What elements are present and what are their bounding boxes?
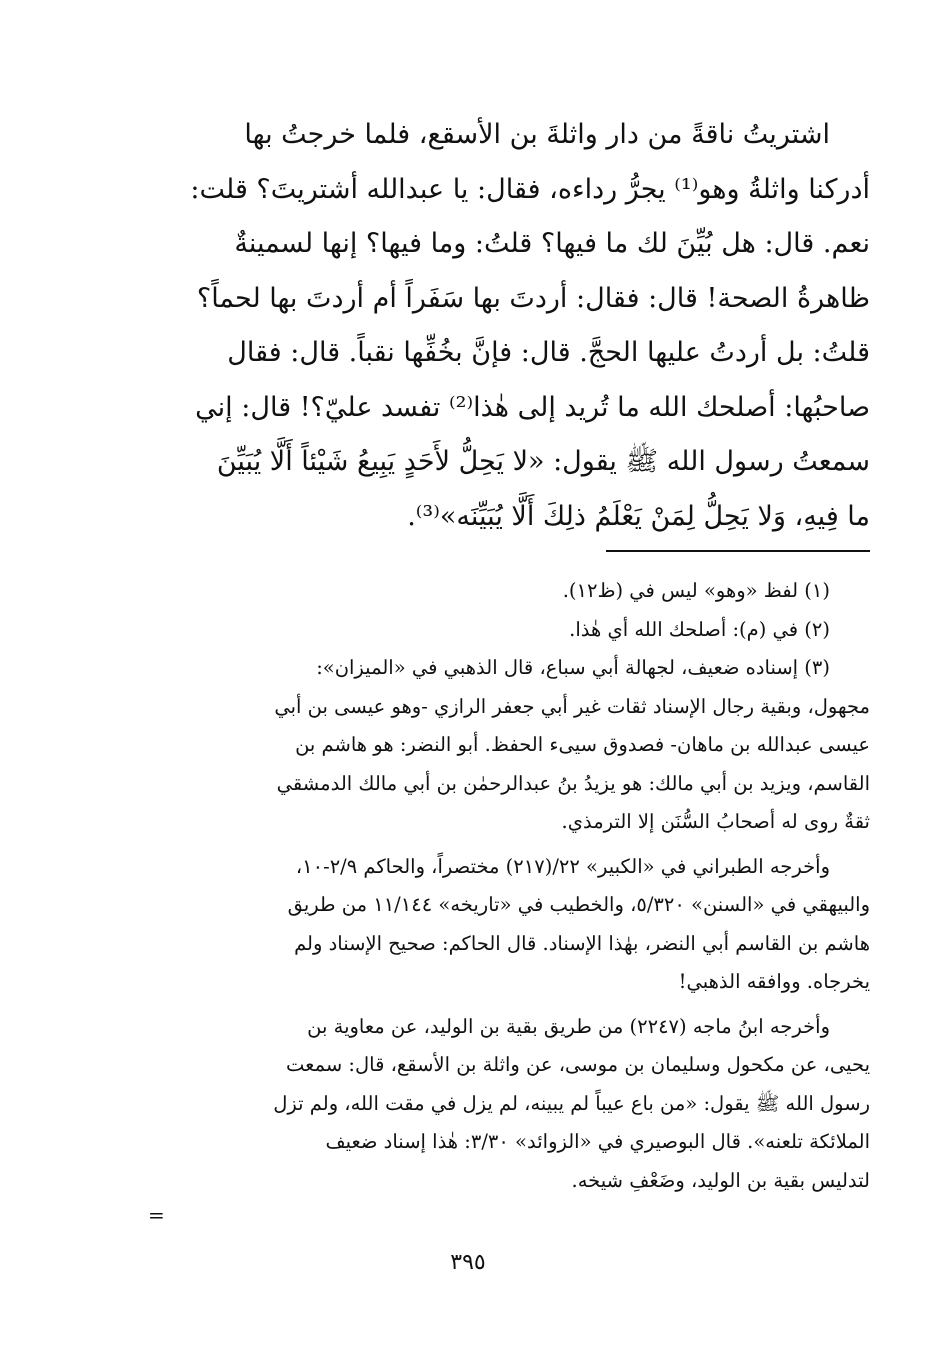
main-text-line: اشتريتُ ناقةً من دار واثلةَ بن الأسقع، فلما خرجتُ بها [244,119,830,150]
main-text-line: ما فِيهِ، وَلا يَحِلُّ لِمَنْ يَعْلَمُ ذلِكَ أَلَّا يُبَيِّنَه»⁽³⁾. [407,500,870,532]
footnote-line: وأخرجه الطبراني في «الكبير» ٢٢/(٢١٧) مختصراً، والحاكم ٢/٩-١٠، [295,854,830,878]
footnote-line: لتدليس بقية بن الوليد، وضَعْفِ شيخه. [571,1168,870,1192]
main-text-line: قلتُ: بل أردتُ عليها الحجَّ. قال: فإنَّ بخُفِّها نقباً. قال: فقال [227,337,870,368]
main-text-line: سمعتُ رسول الله ﷺ يقول: «لا يَحِلُّ لأَحَدٍ يَبِيعُ شَيْئاً أَلَّا يُبَيِّنَ [216,446,870,477]
footnote-line: هاشم بن القاسم أبي النضر، بهٰذا الإسناد. قال الحاكم: صحيح الإسناد ولم [294,931,870,955]
main-text-block [160,108,870,544]
footnote-line: ثقةٌ روى له أصحابُ السُّنَن إلا الترمذي. [561,810,870,833]
footnote-2: (٢) في (م): أصلحك الله أي هٰذا. [569,617,830,641]
footnote-line: عيسى عبدالله بن ماهان- فصدوق سيىء الحفظ. أبو النضر: هو هاشم بن [295,733,870,756]
main-text-line: نعم. قال: هل بُيِّنَ لك ما فيها؟ قلتُ: وما فيها؟ إنها لسمينةٌ [234,228,870,259]
footnote-line: الملائكة تلعنه». قال البوصيري في «الزوائد» ٣/٣٠: هٰذا إسناد ضعيف [325,1130,870,1153]
main-text-line: أدركنا واثلةُ وهو⁽¹⁾ يجرُّ رداءه، فقال: يا عبدالله أشتريتَ؟ قلت: [190,173,870,205]
footnote-line: يخرجاه. ووافقه الذهبي! [678,970,870,993]
main-text-line: صاحبُها: أصلحك الله ما تُريد إلى هٰذا⁽²⁾ تفسد عليّ؟! قال: إني [195,391,870,423]
footnote-line: يحيى، عن مكحول وسليمان بن موسى، عن واثلة بن الأسقع، قال: سمعت [286,1053,870,1076]
footnotes-block [160,572,870,1200]
footnote-line: والبيهقي في «السنن» ٥/٣٢٠، والخطيب في «تاريخه» ١١/١٤٤ من طريق [287,893,870,916]
footnote-line: مجهول، وبقية رجال الإسناد ثقات غير أبي جعفر الرازي -وهو عيسى بن أبي [274,694,870,718]
footnote-separator-rule [606,550,870,552]
footnote-line: وأخرجه ابنُ ماجه (٢٢٤٧) من طريق بقية بن الوليد، عن معاوية بن [307,1014,830,1038]
footnote-1: (١) لفظ «وهو» ليس في (ظ١٢). [562,579,830,602]
page-number: ٣٩٥ [450,1250,486,1275]
main-text-line: ظاهرةُ الصحة! قال: فقال: أردتَ بها سَفَراً أم أردتَ بها لحماً؟ [196,282,870,314]
footnote-line: القاسم، ويزيد بن أبي مالك: هو يزيدُ بنُ عبدالرحمٰن بن أبي مالك الدمشقي [276,771,870,795]
continuation-mark: = [148,1203,165,1227]
footnote-3: (٣) إسناده ضعيف، لجهالة أبي سباع، قال الذهبي في «الميزان»: [316,656,830,679]
footnote-line: رسول الله ﷺ يقول: «من باع عيباً لم يبينه، لم يزل في مقت الله، ولم تزل [273,1091,870,1115]
